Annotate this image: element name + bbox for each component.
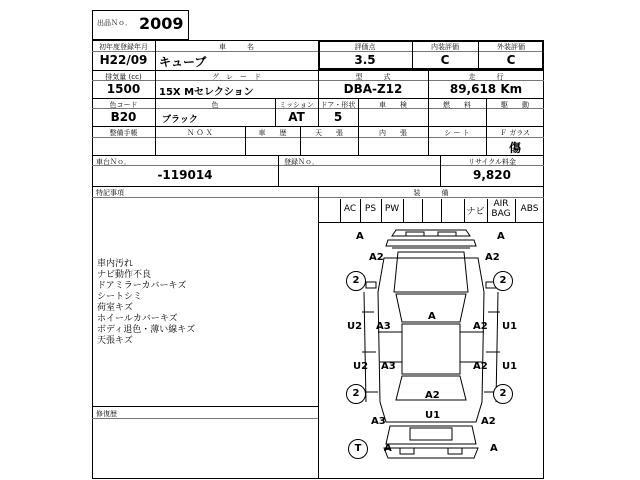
dmg-a3-left: A3 bbox=[376, 321, 391, 332]
dmg-roof-a: A bbox=[428, 311, 436, 322]
fglass-value: 傷 bbox=[508, 141, 521, 155]
recycle-value: 9,820 bbox=[473, 168, 511, 182]
displacement-label: 排気量 (cc) bbox=[105, 73, 142, 81]
color-code-label: 色コード bbox=[109, 101, 138, 109]
transmission-label: ミッション bbox=[279, 101, 314, 109]
remarks-list bbox=[97, 259, 195, 347]
dmg-rear-a3-left: A3 bbox=[371, 416, 386, 427]
remark-line: 天張キズ bbox=[97, 336, 133, 346]
remark-line: ボディ退色・薄い線キズ bbox=[97, 325, 196, 335]
mileage-value: 89,618 Km bbox=[449, 82, 523, 96]
wheel-front-left: 2 bbox=[346, 271, 366, 291]
remark-line: 車内汚れ bbox=[97, 259, 134, 269]
doors-label: ドア・形状 bbox=[320, 101, 356, 109]
first-reg-label: 初年度登録年月 bbox=[99, 43, 148, 51]
color-label: 色 bbox=[211, 101, 219, 109]
car-name-label: 車 名 bbox=[219, 43, 254, 51]
transmission-value: AT bbox=[288, 110, 305, 124]
interior-value: C bbox=[440, 53, 450, 67]
nox-label: Ｎ Ｏ Ｘ bbox=[187, 129, 213, 137]
regno-label: 登録Ｎｏ． bbox=[284, 158, 319, 166]
tire-mark: T bbox=[348, 439, 368, 459]
equip-ps: PS bbox=[364, 204, 377, 214]
interior-label: 内装評価 bbox=[431, 43, 459, 51]
dmg-u1-right: U1 bbox=[502, 321, 518, 332]
manual-label: 整備手帳 bbox=[109, 129, 138, 137]
history-label: 車 歴 bbox=[258, 129, 287, 137]
dmg-front-left: A bbox=[356, 231, 364, 242]
dmg-rear-a2: A2 bbox=[425, 390, 440, 401]
grade-value: 15X Mセレクション bbox=[159, 87, 254, 98]
remark-line: 荷室キズ bbox=[97, 303, 133, 313]
doors-value: 5 bbox=[333, 110, 343, 124]
remark-line: シートシミ bbox=[97, 292, 143, 302]
equipment-label: 装 備 bbox=[413, 189, 449, 197]
wheel-front-right: 2 bbox=[493, 271, 513, 291]
lot-number-label: 出品Ｎｏ． bbox=[97, 19, 132, 27]
wheel-rear-left: 2 bbox=[346, 384, 366, 404]
inspection-label: 車 検 bbox=[379, 101, 407, 109]
dmg-bottom-right: A bbox=[490, 443, 498, 454]
equip-airbag: AIR BAG bbox=[491, 199, 511, 219]
chassis-label: 車台Ｎｏ． bbox=[96, 158, 131, 166]
lot-number-box bbox=[92, 10, 189, 40]
fuel-label: 燃 料 bbox=[443, 101, 471, 109]
lot-number-value: 2009 bbox=[139, 14, 184, 33]
model-value: DBA-Z12 bbox=[343, 82, 403, 96]
displacement-value: 1500 bbox=[106, 82, 141, 96]
dmg-front-a2-right: A2 bbox=[485, 252, 500, 263]
drive-label: 駆 動 bbox=[501, 101, 529, 109]
equipment-grid bbox=[340, 199, 544, 222]
remark-line: ナビ動作不良 bbox=[97, 270, 152, 280]
chassis-value: -119014 bbox=[157, 168, 213, 182]
recycle-label: リサイクル料金 bbox=[467, 158, 517, 166]
first-reg-value: H22/09 bbox=[99, 53, 148, 67]
dmg-u2-left-rear: U2 bbox=[353, 361, 369, 372]
dmg-u2-left: U2 bbox=[347, 321, 363, 332]
repair-label: 修復歴 bbox=[96, 410, 117, 418]
grade-label: グ レ ー ド bbox=[212, 73, 261, 81]
equip-ac: AC bbox=[343, 204, 357, 214]
roof-label: 天 張 bbox=[315, 129, 343, 137]
remarks-label: 特記事項 bbox=[96, 189, 124, 197]
exterior-value: C bbox=[506, 53, 516, 67]
dmg-front-right: A bbox=[497, 231, 505, 242]
color-value: ブラック bbox=[162, 115, 198, 125]
color-code-value: B20 bbox=[110, 110, 137, 124]
remark-line: ホイールカバーキズ bbox=[97, 314, 178, 324]
wheel-rear-right: 2 bbox=[493, 384, 513, 404]
dmg-u1-right-rear: U1 bbox=[502, 361, 518, 372]
dmg-bottom-left: A bbox=[384, 443, 392, 454]
score-label: 評価点 bbox=[354, 43, 376, 51]
dmg-a3-left-rear: A3 bbox=[381, 361, 396, 372]
dmg-front-a2-left: A2 bbox=[369, 252, 384, 263]
interior-panel-label: 内 張 bbox=[379, 129, 407, 137]
equip-navi: ナビ bbox=[466, 207, 485, 217]
equip-abs: ABS bbox=[520, 204, 539, 214]
seat-label: シ ー ト bbox=[444, 129, 470, 137]
score-value: 3.5 bbox=[354, 53, 376, 67]
exterior-label: 外装評価 bbox=[497, 43, 525, 51]
dmg-rear-u1: U1 bbox=[425, 410, 441, 421]
fglass-label: Ｆ ガラス bbox=[499, 129, 530, 137]
model-label: 型 式 bbox=[355, 73, 391, 81]
equip-pw: PW bbox=[384, 204, 400, 214]
dmg-a2-right-rear: A2 bbox=[473, 361, 488, 372]
car-name-value: キューブ bbox=[159, 55, 207, 69]
dmg-rear-a2-right: A2 bbox=[481, 416, 496, 427]
dmg-a2-right: A2 bbox=[473, 321, 488, 332]
mileage-label: 走 行 bbox=[468, 73, 504, 81]
remark-line: ドアミラーカバーキズ bbox=[97, 281, 187, 291]
